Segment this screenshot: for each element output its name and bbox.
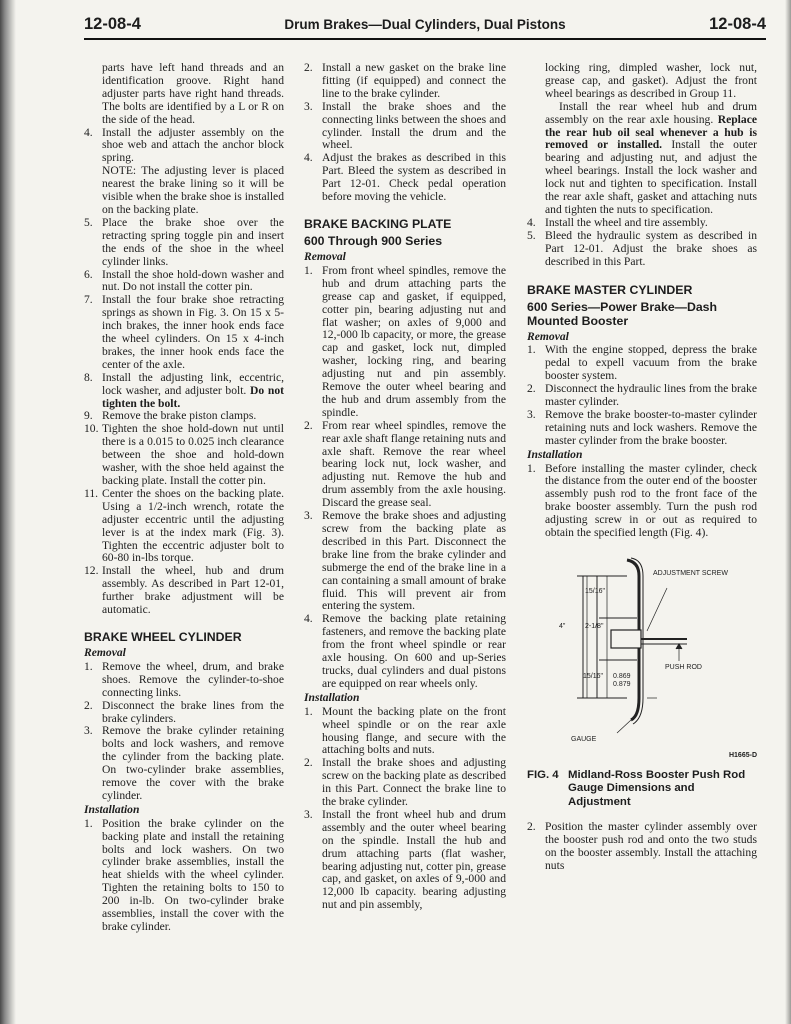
- subsection-label: Installation: [527, 447, 583, 461]
- page-header: [84, 8, 766, 40]
- list-item: 9. Remove the brake piston clamps.: [84, 409, 257, 423]
- subsection-label: Removal: [84, 645, 126, 659]
- subsection-heading: 600 Through 900 Series: [304, 233, 443, 248]
- list-item: 1. Before installing the master cylinder, check the distance from the outer end of the booster assembly push rod to the front face of the brake booster assembly. Turn the push rod adjusting screw in or out as required to obtain the specified length (Fig. 4).: [527, 461, 757, 540]
- list-item: 3. Install the front wheel hub and drum assembly and the outer wheel bearing on the spindle. Install the hub and drum attaching parts (flat washer, bearing adjusting nut, cotter pin, grease cap, and gasket, on axles of 9,-000 and 12,000 lb capacity. bearing adjusting nut and pin assembly,: [304, 807, 506, 912]
- dimension-label: 15/16": [583, 673, 604, 680]
- list-item: 1. Mount the backing plate on the front wheel spindle or on the rear axle housing flange, and secure with the attaching bolts and nuts.: [304, 704, 506, 757]
- dimension-label: 4": [559, 623, 566, 630]
- list-item: 4. Remove the backing plate retaining fasteners, and remove the backing plate from the front wheel spindle or rear axle housing. On 600 and up-Series trucks, dual cylinders and dual pistons are equipped on rear wheels only.: [304, 612, 506, 690]
- column-3: [527, 62, 757, 873]
- dimension-value: 0.869: [613, 673, 631, 680]
- column-1: [84, 62, 284, 934]
- list-item: 3. Remove the brake shoes and adjusting screw from the backing plate as described in this Part. Disconnect the brake line from the brake cylinder and submerge the end of the brake line in a can containing a small amount of brake fluid. This will prevent air from entering the system.: [304, 509, 506, 613]
- adjustment-screw-label: ADJUSTMENT SCREW: [653, 570, 728, 577]
- list-item: 4. Install the wheel and tire assembly.: [527, 215, 708, 229]
- list-item: 5. Place the brake shoe over the retracting spring toggle pin and insert the ends of the shoe in the wheel cylinder links.: [84, 215, 284, 268]
- list-item: 2. Position the master cylinder assembly over the booster push rod and onto the two studs on the booster assembly. Install the attaching nuts: [527, 820, 757, 873]
- section-heading: BRAKE MASTER CYLINDER: [527, 282, 693, 297]
- list-item: 11. Center the shoes on the backing plate. Using a 1/2-inch wrench, rotate the adjuster eccentric until the adjusting lever is at the index mark (Fig. 3). Tighten the eccentric adjuster bolt to 60-80 in-lbs torque.: [84, 486, 284, 565]
- column-2: [304, 62, 506, 912]
- section-heading: BRAKE WHEEL CYLINDER: [84, 629, 242, 644]
- dimension-label: 15/16": [585, 588, 606, 595]
- figure-id: H1665-D: [728, 752, 757, 759]
- list-item: 1. From front wheel spindles, remove the hub and drum attaching parts the grease cap and gasket, if equipped, cotter pin, bearing adjusting nut and flat washer; on axles of 9,000 and 12,-000 lb capacity, or more, the grease cap and gasket, lock nut, dimpled washer, locking ring, and bearing adjusting nut and pin assembly. Remove the outer wheel bearing and the hub and drum assembly from the spindle.: [304, 263, 506, 419]
- list-item: 5. Bleed the hydraulic system as described in Part 12-01. Adjust the brake shoes as described in this Part.: [527, 228, 757, 268]
- figure-4-diagram: [527, 548, 757, 748]
- push-rod-gauge-drawing: [527, 548, 757, 748]
- list-item: 2. From rear wheel spindles, remove the rear axle shaft flange retaining nuts and axle shaft. Remove the rear wheel bearing lock nut, lock washer, and adjusting nut. Remove the hub and drum assembly from the axle housing. Discard the grease seal.: [304, 418, 506, 510]
- page-title: Drum Brakes—Dual Cylinders, Dual Pistons: [284, 17, 566, 32]
- list-item: 6. Install the shoe hold-down washer and nut. Do not install the cotter pin.: [84, 267, 284, 294]
- gauge-label: GAUGE: [571, 736, 597, 743]
- page-edge-shadow: [785, 0, 791, 1024]
- list-item: 2. Disconnect the brake lines from the brake cylinders.: [84, 698, 284, 725]
- list-item: 4. Install the adjuster assembly on the shoe web and attach the anchor block spring. NOTE: The adjusting lever is placed nearest the brake lining so it will be visible when the brake shoe is installed on the backing plate.: [84, 125, 284, 216]
- page-number-left: 12-08-4: [84, 15, 141, 33]
- list-item: 7. Install the four brake shoe retracting springs as shown in Fig. 3. On 15 x 5-inch brakes, the inner hook ends face the wheel cylinders. On 15 x 4-inch brakes, the inner hook ends face the center of the axle.: [84, 293, 284, 371]
- subsection-label: Removal: [527, 329, 569, 343]
- list-item: 2. Disconnect the hydraulic lines from the brake master cylinder.: [527, 382, 757, 409]
- bold-warning: Do not tighten the bolt.: [102, 383, 284, 410]
- list-item: 1. Remove the wheel, drum, and brake shoes. Remove the cylinder-to-shoe connecting links.: [84, 659, 284, 699]
- list-item: 1. With the engine stopped, depress the brake pedal to expell vacuum from the brake booster system.: [527, 343, 757, 383]
- figure-caption: FIG. 4 Midland-Ross Booster Push Rod Gauge Dimensions and Adjustment: [527, 768, 746, 808]
- bold-warning: Replace the rear hub oil seal whenever a hub is removed or installed.: [545, 112, 757, 152]
- list-item: 4. Adjust the brakes as described in this Part. Bleed the system as described in Part 12-01. Check pedal operation before moving the vehicle.: [304, 151, 506, 204]
- subsection-label: Removal: [304, 249, 346, 263]
- list-item: 3. Remove the brake booster-to-master cylinder retaining nuts and lock washers. Remove the master cylinder from the brake booster.: [527, 407, 757, 447]
- dimension-label: 2-1/8": [585, 623, 604, 630]
- note: NOTE: The adjusting lever is placed nearest the brake lining so it will be visible when the brake shoe is installed on the backing plate.: [102, 164, 284, 216]
- list-item: 2. Install the brake shoes and adjusting screw on the backing plate as described in this Part. Connect the brake line to the brake cylinder.: [304, 756, 506, 809]
- list-item: 3. Install the brake shoes and the connecting links between the shoes and cylinder. Install the drum and the wheel.: [304, 99, 506, 152]
- push-rod-label: PUSH ROD: [665, 664, 702, 671]
- paragraph: locking ring, dimpled washer, lock nut, grease cap, and gasket). Adjust the front wheel bearings as described in Group 11.: [545, 61, 757, 100]
- list-item: 1. Position the brake cylinder on the backing plate and install the retaining bolts and lock washers. On two cylinder brake assemblies, install the heat shields with the wheel cylinder. Tighten the retaining bolts to 150 to 200 in-lb. On two-cylinder brake assemblies, install the cover with the brake cylinder.: [84, 816, 284, 933]
- subsection-heading: 600 Series—Power Brake—Dash Mounted Booster: [527, 299, 718, 328]
- list-item: 3. Remove the brake cylinder retaining bolts and lock washers, and remove the cylinder from the backing plate. On two-cylinder brake assemblies, remove the cover with the brake cylinder.: [84, 724, 284, 802]
- page-binding-shadow: [0, 0, 16, 1024]
- subsection-label: Installation: [304, 690, 360, 704]
- section-heading: BRAKE BACKING PLATE: [304, 216, 452, 231]
- paragraph: parts have left hand threads and an identification groove. Right hand adjuster parts have right hand threads. The bolts are identified by a L or R on the side of the head.: [102, 61, 284, 126]
- dimension-value: 0.879: [613, 681, 631, 688]
- subsection-label: Installation: [84, 802, 140, 816]
- list-item: 10. Tighten the shoe hold-down nut until there is a 0.015 to 0.025 inch clearance between the shoe and hold-down washer, with the shoe held against the backing plate. Install the cotter pin.: [84, 422, 284, 487]
- list-item: 8. Install the adjusting link, eccentric, lock washer, and adjuster bolt. Do not tighten the bolt.: [84, 370, 284, 410]
- list-item: 12. Install the wheel, hub and drum assembly. As described in Part 12-01, further brake adjustment will be automatic.: [84, 564, 284, 617]
- paragraph: Install the rear wheel hub and drum assembly on the rear axle housing. Replace the rear hub oil seal whenever a hub is removed or installed. Install the outer bearing and adjusting nut, and adjust the wheel bearings. Install the lock washer and lock nut and tighten to specification. Install the rear axle shaft, gasket and attaching nuts and tighten the nuts to specification.: [545, 99, 758, 216]
- page-number-right: 12-08-4: [709, 15, 766, 33]
- list-item: 2. Install a new gasket on the brake line fitting (if equipped) and connect the line to the brake cylinder.: [304, 61, 506, 100]
